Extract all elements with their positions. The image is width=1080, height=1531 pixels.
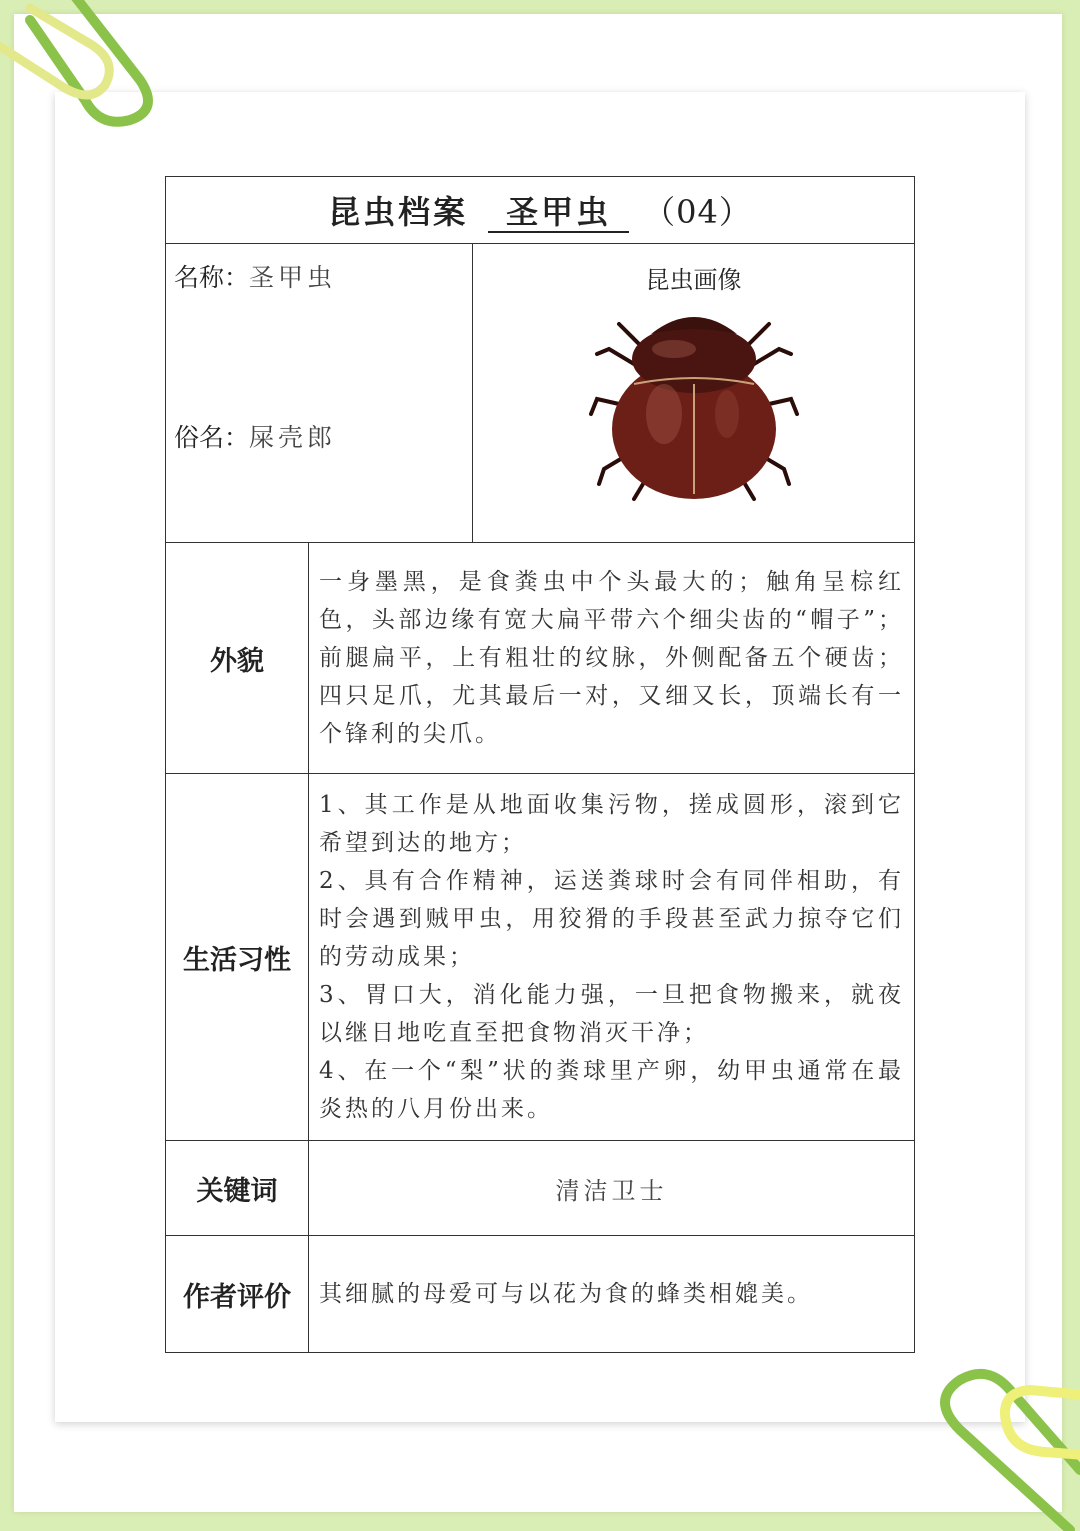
card-title [166, 177, 915, 244]
insect-archive-table [165, 176, 915, 1353]
title-number: （04） [643, 193, 752, 231]
alias-field: 俗名：屎壳郎 [174, 423, 337, 452]
appearance-text: 一身墨黑，是食粪虫中个头最大的；触角呈棕红色，头部边缘有宽大扁平带六个细尖齿的“帽子”；前腿扁平，上有粗壮的纹脉，外侧配备五个硬齿；四只足爪，尤其最后一对，又细又长，顶端长有一个锋利的尖爪。 [309, 543, 915, 774]
habits-label: 生活习性 [166, 774, 309, 1141]
name-value: 圣甲虫 [249, 263, 337, 292]
scarab-beetle-icon [589, 304, 799, 504]
habit-item: 2、具有合作精神，运送粪球时会有同伴相助，有时会遇到贼甲虫，用狡猾的手段甚至武力掠夺它们的劳动成果； [319, 868, 905, 970]
paper-clip-top-left-icon [0, 0, 170, 140]
image-label: 昆虫画像 [645, 266, 742, 294]
title-prefix: 昆虫档案 [328, 193, 469, 231]
title-insect-name: 圣甲虫 [488, 193, 629, 233]
beetle-image [589, 304, 799, 508]
paper-clip-bottom-right-icon [920, 1350, 1080, 1531]
keywords-label: 关键词 [166, 1141, 309, 1236]
habit-item: 1、其工作是从地面收集污物，搓成圆形，滚到它希望到达的地方； [319, 792, 905, 856]
habit-item: 3、胃口大，消化能力强，一旦把食物搬来，就夜以继日地吃直至把食物消灭干净； [319, 982, 905, 1046]
review-label: 作者评价 [166, 1236, 309, 1353]
habit-item: 4、在一个“梨”状的粪球里产卵，幼甲虫通常在最炎热的八月份出来。 [319, 1058, 905, 1122]
review-text: 其细腻的母爱可与以花为食的蜂类相媲美。 [309, 1236, 915, 1353]
keywords-value: 清洁卫士 [309, 1141, 915, 1236]
name-cell [166, 244, 473, 543]
appearance-label: 外貌 [166, 543, 309, 774]
alias-value: 屎壳郎 [249, 423, 337, 452]
name-field: 名称：圣甲虫 [174, 263, 337, 292]
image-cell [473, 244, 915, 543]
habits-text [309, 774, 915, 1141]
